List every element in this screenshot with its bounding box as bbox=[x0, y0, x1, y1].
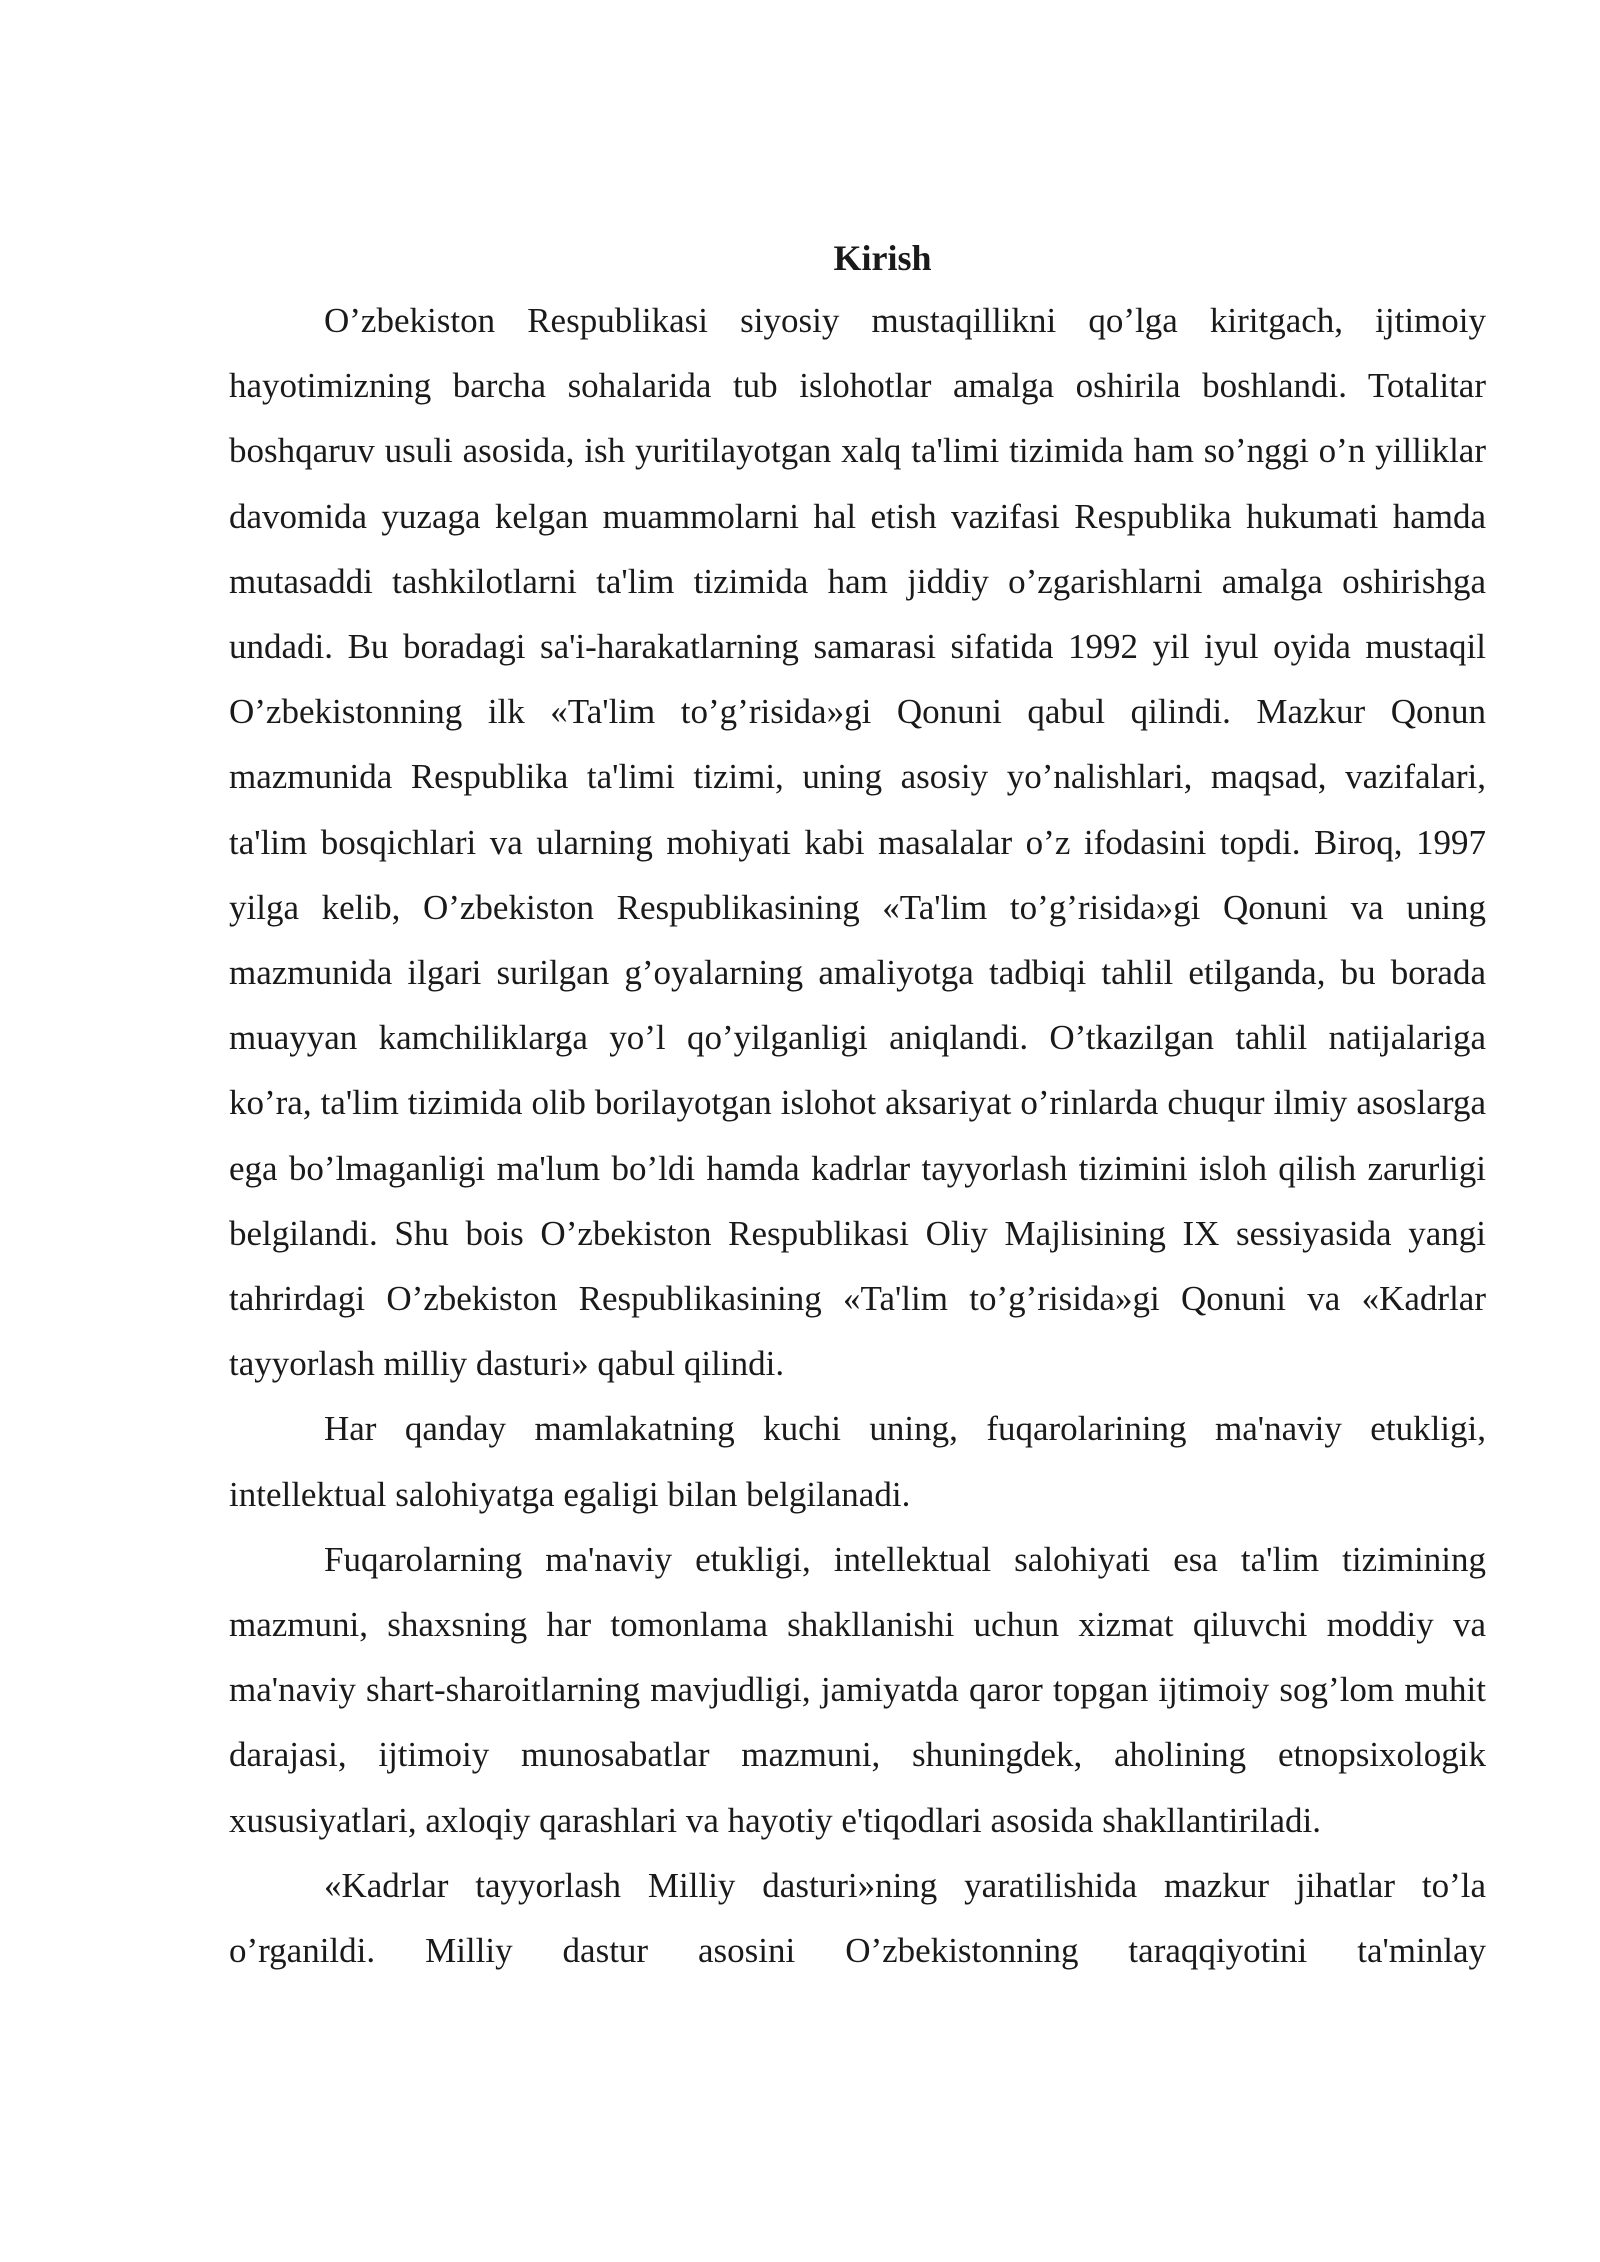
paragraph-strength: Har qanday mamlakatning kuchi uning, fuqarolarining ma'naviy etukligi, intellektual salohiyatga egaligi bilan belgilanadi. bbox=[229, 1409, 1486, 1514]
document-title: Kirish bbox=[833, 238, 932, 278]
paragraph-intro: O’zbekiston Respublikasi siyosiy mustaqillikni qo’lga kiritgach, ijtimoiy hayotimizning barcha sohalarida tub islohotlar amalga oshirila boshlandi. Totalitar boshqaruv usuli asosida, ish yuritilayotgan xalq ta'limi tizimida ham so’nggi o’n yilliklar davomida yuzaga kelgan muammolarni hal etish vazifasi Respublika hukumati hamda mutasaddi tashkilotlarni ta'lim tizimida ham jiddiy o’zgarishlarni amalga oshirishga undadi. Bu boradagi sa'i-harakatlarning samarasi sifatida 1992 yil iyul oyida mustaqil O’zbekistonning ilk «Ta'lim to’g’risida»gi Qonuni qabul qilindi. Mazkur Qonun mazmunida Respublika ta'limi tizimi, uning asosiy yo’nalishlari, maqsad, vazifalari, ta'lim bosqichlari va ularning mohiyati kabi masalalar o’z ifodasini topdi. Biroq, 1997 yilga kelib, O’zbekiston Respublikasining «Ta'lim to’g’risida»gi Qonuni va uning mazmunida ilgari surilgan g’oyalarning amaliyotga tadbiqi tahlil etilganda, bu borada muayyan kamchiliklarga yo’l qo’yilganligi aniqlandi. O’tkazilgan tahlil natijalariga ko’ra, ta'lim tizimida olib borilayotgan islohot aksariyat o’rinlarda chuqur ilmiy asoslarga ega bo’lmaganligi ma'lum bo’ldi hamda kadrlar tayyorlash tizimini isloh qilish zarurligi belgilandi. Shu bois O’zbekiston Respublikasi Oliy Majlisining IX sessiyasida yangi tahrirdagi O’zbekiston Respublikasining «Ta'lim to’g’risida»gi Qonuni va «Kadrlar tayyorlash milliy dasturi» qabul qilindi. bbox=[229, 301, 1486, 1384]
paragraph-maturity: Fuqarolarning ma'naviy etukligi, intellektual salohiyati esa ta'lim tizimining mazmuni, shaxsning har tomonlama shakllanishi uchun xizmat qiluvchi moddiy va ma'naviy shart-sharoitlarning mavjudligi, jamiyatda qaror topgan ijtimoiy sog’lom muhit darajasi, ijtimoiy munosabatlar mazmuni, shuningdek, aholining etnopsixologik xususiyatlari, axloqiy qarashlari va hayotiy e'tiqodlari asosida shakllantiriladi. bbox=[229, 1539, 1486, 1840]
paragraph-national-program: «Kadrlar tayyorlash Milliy dasturi»ning yaratilishida mazkur jihatlar to’la o’rganildi. Milliy dastur asosini O’zbekistonning taraqqiyotini ta'minlay bbox=[229, 1865, 1486, 1971]
document-page bbox=[229, 228, 1486, 1983]
